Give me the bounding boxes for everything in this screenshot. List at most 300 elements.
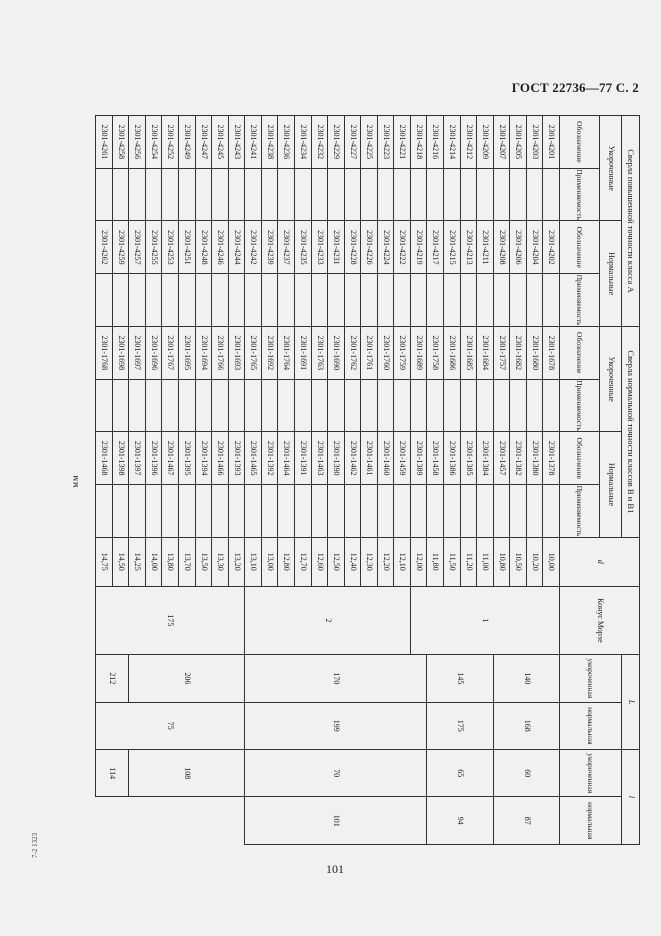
a-shortened-applicability — [96, 168, 113, 221]
b-normal-designation: 2301-1468 — [96, 432, 113, 485]
a-normal-applicability — [228, 274, 245, 327]
a-normal-designation: 2301-4219 — [410, 221, 427, 274]
a-normal-applicability — [410, 274, 427, 327]
b-normal-designation: 2301-1466 — [212, 432, 229, 485]
a-normal-designation: 2301-4235 — [295, 221, 312, 274]
a-normal-applicability — [212, 274, 229, 327]
b-shortened-applicability — [328, 379, 345, 432]
L-norm-cell: 212 — [96, 655, 129, 702]
b-normal-applicability — [410, 485, 427, 538]
b-shortened-designation: 2301-1689 — [410, 326, 427, 379]
print-footnote: 7-2 1323 — [31, 832, 39, 858]
L-norm-cell: 175 — [427, 702, 493, 749]
b-normal-applicability — [179, 485, 196, 538]
b-shortened-applicability — [361, 379, 378, 432]
b-normal-applicability — [195, 485, 212, 538]
b-shortened-designation: 2301-1759 — [394, 326, 411, 379]
a-shortened-applicability — [328, 168, 345, 221]
a-normal-designation: 2301-4226 — [361, 221, 378, 274]
l-short-cell: 70 — [245, 750, 427, 797]
diameter-cell: 10,80 — [493, 537, 510, 586]
group-b-header: Сверла нормальной точности классов В и В1 — [622, 326, 640, 537]
b-normal-applicability — [112, 485, 129, 538]
a-normal-applicability — [129, 274, 146, 327]
b-normal-designation: 2301-1394 — [195, 432, 212, 485]
a-normal-designation: 2301-4222 — [394, 221, 411, 274]
b-shortened-applicability — [543, 379, 560, 432]
b-shortened-designation: 2301-1764 — [278, 326, 295, 379]
a-normal-applicability — [195, 274, 212, 327]
a-normal-applicability — [311, 274, 328, 327]
b-normal-designation: 2301-1390 — [328, 432, 345, 485]
b-normal-applicability — [394, 485, 411, 538]
a-shortened-applicability — [361, 168, 378, 221]
diameter-cell: 12,10 — [394, 537, 411, 586]
b-normal-designation: 2301-1382 — [510, 432, 527, 485]
a-shortened-applicability — [477, 168, 494, 221]
a-shortened-applicability — [162, 168, 179, 221]
a-normal-applicability — [460, 274, 477, 327]
b-normal-applicability — [228, 485, 245, 538]
a-normal-applicability — [245, 274, 262, 327]
a-shortened-designation: 2301-4241 — [245, 116, 262, 169]
diameter-cell: 13,80 — [162, 537, 179, 586]
b-shortened-designation: 2301-1698 — [112, 326, 129, 379]
b-shortened-applicability — [112, 379, 129, 432]
a-normal-designation: 2301-4231 — [328, 221, 345, 274]
a-shortened-applicability — [460, 168, 477, 221]
a-normal-designation: 2301-4233 — [311, 221, 328, 274]
a-shortened-applicability — [493, 168, 510, 221]
b-shortened-designation: 2301-1757 — [493, 326, 510, 379]
page-number: 101 — [326, 862, 344, 876]
a-shortened-applicability — [295, 168, 312, 221]
b-shortened-applicability — [145, 379, 162, 432]
document-header: ГОСТ 22736—77 С. 2 — [511, 80, 639, 95]
b-normal-applicability — [212, 485, 229, 538]
a-normal-designation: 2301-4208 — [493, 221, 510, 274]
b-shortened-designation: 2301-1766 — [212, 326, 229, 379]
l-norm-cell: 94 — [427, 797, 493, 845]
a-shortened-applicability — [129, 168, 146, 221]
a-normal-applicability — [361, 274, 378, 327]
b-shortened-applicability — [510, 379, 527, 432]
a-shortened-applicability — [228, 168, 245, 221]
a-normal-applicability — [427, 274, 444, 327]
b-normal-designation: 2301-1385 — [460, 432, 477, 485]
b-shortened-applicability — [311, 379, 328, 432]
b-normal-designation: 2301-1389 — [410, 432, 427, 485]
a-normal-applicability — [162, 274, 179, 327]
diameter-cell: 12,60 — [311, 537, 328, 586]
a-normal-designation: 2301-4215 — [444, 221, 461, 274]
a-normal-applicability — [477, 274, 494, 327]
diameter-cell: 13,30 — [212, 537, 229, 586]
l-norm-cell: 101 — [245, 797, 427, 845]
b-normal-header: Нормальные — [600, 432, 622, 538]
a-normal-applicability — [179, 274, 196, 327]
b-normal-designation: 2301-1463 — [311, 432, 328, 485]
a-s-appl-header: Применяемость — [560, 168, 600, 221]
a-shortened-designation: 2301-4234 — [295, 116, 312, 169]
b-shortened-applicability — [410, 379, 427, 432]
a-shortened-designation: 2301-4225 — [361, 116, 378, 169]
b-normal-designation: 2301-1465 — [245, 432, 262, 485]
a-s-desig-header: Обозначение — [560, 116, 600, 169]
b-normal-designation: 2301-1462 — [344, 432, 361, 485]
a-n-appl-header: Применяемость — [560, 274, 600, 327]
a-normal-designation: 2301-4228 — [344, 221, 361, 274]
b-normal-designation: 2301-1398 — [112, 432, 129, 485]
a-shortened-designation: 2301-4218 — [410, 116, 427, 169]
a-normal-applicability — [261, 274, 278, 327]
a-normal-applicability — [493, 274, 510, 327]
b-normal-applicability — [129, 485, 146, 538]
b-shortened-applicability — [344, 379, 361, 432]
b-shortened-designation: 2301-1680 — [526, 326, 543, 379]
L-norm-cell: 199 — [245, 702, 427, 749]
b-normal-applicability — [361, 485, 378, 538]
b-shortened-applicability — [295, 379, 312, 432]
b-shortened-designation: 2301-1693 — [228, 326, 245, 379]
a-shortened-designation: 2301-4232 — [311, 116, 328, 169]
a-normal-designation: 2301-4251 — [179, 221, 196, 274]
morse-cell: 1 — [410, 586, 559, 655]
group-a-header: Сверла повышенной точности класса А — [622, 116, 640, 327]
diameter-cell: 14,25 — [129, 537, 146, 586]
a-normal-designation: 2301-4248 — [195, 221, 212, 274]
diameter-cell: 11,00 — [477, 537, 494, 586]
L-norm-header: нормальная — [560, 702, 622, 749]
a-shortened-applicability — [179, 168, 196, 221]
b-shortened-designation: 2301-1761 — [361, 326, 378, 379]
diameter-cell: 13,20 — [228, 537, 245, 586]
b-normal-applicability — [427, 485, 444, 538]
a-shortened-designation: 2301-4229 — [328, 116, 345, 169]
b-shortened-designation: 2301-1765 — [245, 326, 262, 379]
a-normal-header: Нормальные — [600, 221, 622, 326]
b-shortened-applicability — [195, 379, 212, 432]
a-normal-applicability — [543, 274, 560, 327]
a-shortened-designation: 2301-4201 — [543, 116, 560, 169]
b-shortened-designation: 2301-1768 — [96, 326, 113, 379]
a-shortened-designation: 2301-4236 — [278, 116, 295, 169]
b-shortened-designation: 2301-1686 — [444, 326, 461, 379]
b-shortened-designation: 2301-1760 — [377, 326, 394, 379]
b-normal-designation: 2301-1391 — [295, 432, 312, 485]
a-shortened-designation: 2301-4207 — [493, 116, 510, 169]
b-shortened-applicability — [394, 379, 411, 432]
b-shortened-designation: 2301-1696 — [145, 326, 162, 379]
L-norm-cell: 168 — [493, 702, 559, 749]
b-shortened-designation: 2301-1694 — [195, 326, 212, 379]
diameter-cell: 11,20 — [460, 537, 477, 586]
b-normal-applicability — [278, 485, 295, 538]
b-normal-designation: 2301-1467 — [162, 432, 179, 485]
b-normal-designation: 2301-1460 — [377, 432, 394, 485]
diameter-cell: 14,50 — [112, 537, 129, 586]
a-shortened-applicability — [344, 168, 361, 221]
diameter-cell: 14,75 — [96, 537, 113, 586]
a-shortened-designation: 2301-4227 — [344, 116, 361, 169]
table-row — [543, 116, 560, 845]
b-shortened-applicability — [444, 379, 461, 432]
rotated-table-wrapper — [95, 115, 640, 845]
L-short-cell: 140 — [493, 655, 559, 702]
l-short-cell: 60 — [493, 750, 559, 797]
b-shortened-designation: 2301-1691 — [295, 326, 312, 379]
b-normal-designation: 2301-1397 — [129, 432, 146, 485]
b-shortened-applicability — [179, 379, 196, 432]
a-shortened-applicability — [427, 168, 444, 221]
a-shortened-designation: 2301-4245 — [212, 116, 229, 169]
l-norm-cell: 108 — [129, 750, 245, 797]
a-shortened-applicability — [195, 168, 212, 221]
b-normal-designation: 2301-1464 — [278, 432, 295, 485]
a-shortened-designation: 2301-4221 — [394, 116, 411, 169]
b-normal-designation: 2301-1458 — [427, 432, 444, 485]
b-normal-applicability — [96, 485, 113, 538]
a-shortened-designation: 2301-4223 — [377, 116, 394, 169]
L-short-header: укороченная — [560, 655, 622, 702]
l-norm-header: нормальная — [560, 797, 622, 845]
a-normal-designation: 2301-4242 — [245, 221, 262, 274]
b-normal-designation: 2301-1396 — [145, 432, 162, 485]
a-shortened-designation: 2301-4216 — [427, 116, 444, 169]
b-shortened-applicability — [261, 379, 278, 432]
diameter-cell: 13,50 — [195, 537, 212, 586]
a-normal-applicability — [377, 274, 394, 327]
a-shortened-applicability — [311, 168, 328, 221]
a-n-desig-header: Обозначение — [560, 221, 600, 274]
b-normal-applicability — [311, 485, 328, 538]
b-normal-designation: 2301-1392 — [261, 432, 278, 485]
a-shortened-applicability — [410, 168, 427, 221]
b-normal-applicability — [245, 485, 262, 538]
diameter-cell: 12,50 — [328, 537, 345, 586]
a-shortened-applicability — [112, 168, 129, 221]
unit-label: мм — [70, 474, 80, 488]
b-n-desig-header: Обозначение — [560, 432, 600, 485]
a-shortened-designation: 2301-4205 — [510, 116, 527, 169]
b-shortened-designation: 2301-1763 — [311, 326, 328, 379]
diameter-cell: 13,00 — [261, 537, 278, 586]
b-shortened-designation: 2301-1682 — [510, 326, 527, 379]
diameter-cell: 10,20 — [526, 537, 543, 586]
b-normal-designation: 2301-1384 — [477, 432, 494, 485]
a-shortened-header: Укороченные — [600, 116, 622, 221]
b-normal-applicability — [460, 485, 477, 538]
b-normal-designation: 2301-1459 — [394, 432, 411, 485]
b-shortened-applicability — [162, 379, 179, 432]
diameter-cell: 13,10 — [245, 537, 262, 586]
b-normal-applicability — [162, 485, 179, 538]
diameter-cell: 12,20 — [377, 537, 394, 586]
drill-table — [95, 115, 640, 845]
a-shortened-applicability — [278, 168, 295, 221]
b-normal-applicability — [344, 485, 361, 538]
b-normal-designation: 2301-1378 — [543, 432, 560, 485]
a-normal-designation: 2301-4213 — [460, 221, 477, 274]
diameter-cell: 10,00 — [543, 537, 560, 586]
a-shortened-applicability — [377, 168, 394, 221]
a-normal-applicability — [295, 274, 312, 327]
b-shortened-applicability — [245, 379, 262, 432]
l-norm-cell: 114 — [96, 750, 129, 797]
b-shortened-designation: 2301-1762 — [344, 326, 361, 379]
a-shortened-designation: 2301-4247 — [195, 116, 212, 169]
table-body — [96, 116, 560, 845]
table-row — [228, 116, 245, 845]
b-shortened-applicability — [129, 379, 146, 432]
b-shortened-applicability — [278, 379, 295, 432]
L-short-cell: 145 — [427, 655, 493, 702]
a-normal-designation: 2301-4202 — [543, 221, 560, 274]
a-normal-designation: 2301-4239 — [261, 221, 278, 274]
a-normal-designation: 2301-4257 — [129, 221, 146, 274]
a-shortened-designation: 2301-4238 — [261, 116, 278, 169]
b-shortened-designation: 2301-1684 — [477, 326, 494, 379]
table-row — [477, 116, 494, 845]
a-shortened-applicability — [261, 168, 278, 221]
b-shortened-applicability — [477, 379, 494, 432]
a-normal-applicability — [112, 274, 129, 327]
a-shortened-applicability — [510, 168, 527, 221]
a-shortened-applicability — [245, 168, 262, 221]
a-shortened-designation: 2301-4252 — [162, 116, 179, 169]
diameter-cell: 11,80 — [427, 537, 444, 586]
b-shortened-applicability — [228, 379, 245, 432]
a-shortened-designation: 2301-4256 — [129, 116, 146, 169]
l-short-cell: 75 — [96, 702, 245, 749]
b-shortened-applicability — [377, 379, 394, 432]
b-shortened-designation: 2301-1758 — [427, 326, 444, 379]
a-normal-applicability — [526, 274, 543, 327]
a-shortened-designation: 2301-4209 — [477, 116, 494, 169]
diameter-cell: 12,70 — [295, 537, 312, 586]
b-normal-designation: 2301-1393 — [228, 432, 245, 485]
diameter-cell: 13,70 — [179, 537, 196, 586]
b-shortened-applicability — [212, 379, 229, 432]
morse-cell: 2 — [245, 586, 411, 655]
b-shortened-designation: 2301-1692 — [261, 326, 278, 379]
b-s-desig-header: Обозначение — [560, 326, 600, 379]
l-header: l — [622, 750, 640, 845]
b-normal-designation: 2301-1395 — [179, 432, 196, 485]
b-shortened-designation: 2301-1767 — [162, 326, 179, 379]
b-normal-applicability — [261, 485, 278, 538]
L-header: L — [622, 655, 640, 750]
b-normal-applicability — [377, 485, 394, 538]
a-normal-designation: 2301-4246 — [212, 221, 229, 274]
b-normal-applicability — [510, 485, 527, 538]
b-normal-designation: 2301-1457 — [493, 432, 510, 485]
a-shortened-applicability — [212, 168, 229, 221]
l-short-header: укороченная — [560, 750, 622, 797]
b-normal-applicability — [444, 485, 461, 538]
l-short-cell: 65 — [427, 750, 493, 797]
a-normal-designation: 2301-4259 — [112, 221, 129, 274]
d-header: d — [560, 537, 640, 586]
b-normal-designation: 2301-1461 — [361, 432, 378, 485]
b-normal-applicability — [543, 485, 560, 538]
a-shortened-applicability — [444, 168, 461, 221]
a-normal-applicability — [394, 274, 411, 327]
l-norm-cell: 87 — [493, 797, 559, 845]
morse-header: Конус Морзе — [560, 586, 640, 655]
diameter-cell: 12,00 — [410, 537, 427, 586]
b-normal-applicability — [145, 485, 162, 538]
diameter-cell: 14,00 — [145, 537, 162, 586]
a-normal-applicability — [328, 274, 345, 327]
a-shortened-designation: 2301-4214 — [444, 116, 461, 169]
diameter-cell: 12,30 — [361, 537, 378, 586]
b-shortened-applicability — [493, 379, 510, 432]
b-shortened-designation: 2301-1690 — [328, 326, 345, 379]
diameter-cell: 10,50 — [510, 537, 527, 586]
a-normal-designation: 2301-4224 — [377, 221, 394, 274]
b-shortened-designation: 2301-1695 — [179, 326, 196, 379]
b-normal-applicability — [477, 485, 494, 538]
b-shortened-designation: 2301-1697 — [129, 326, 146, 379]
L-short-cell: 175 — [96, 586, 245, 655]
a-normal-applicability — [510, 274, 527, 327]
diameter-cell: 12,80 — [278, 537, 295, 586]
diameter-cell: 12,40 — [344, 537, 361, 586]
a-shortened-designation: 2301-4249 — [179, 116, 196, 169]
b-shortened-header: Укороченные — [600, 326, 622, 431]
a-normal-applicability — [278, 274, 295, 327]
a-normal-designation: 2301-4244 — [228, 221, 245, 274]
a-shortened-applicability — [526, 168, 543, 221]
b-shortened-applicability — [427, 379, 444, 432]
a-shortened-applicability — [394, 168, 411, 221]
a-shortened-designation: 2301-4261 — [96, 116, 113, 169]
a-shortened-designation: 2301-4254 — [145, 116, 162, 169]
a-normal-designation: 2301-4217 — [427, 221, 444, 274]
a-shortened-applicability — [145, 168, 162, 221]
a-shortened-applicability — [543, 168, 560, 221]
b-shortened-designation: 2301-1685 — [460, 326, 477, 379]
b-normal-designation: 2301-1386 — [444, 432, 461, 485]
a-shortened-designation: 2301-4212 — [460, 116, 477, 169]
b-s-appl-header: Применяемость — [560, 379, 600, 432]
a-shortened-designation: 2301-4243 — [228, 116, 245, 169]
a-normal-applicability — [145, 274, 162, 327]
a-normal-designation: 2301-4204 — [526, 221, 543, 274]
a-shortened-designation: 2301-4203 — [526, 116, 543, 169]
a-normal-designation: 2301-4211 — [477, 221, 494, 274]
a-shortened-designation: 2301-4258 — [112, 116, 129, 169]
b-shortened-designation: 2301-1678 — [543, 326, 560, 379]
b-normal-applicability — [328, 485, 345, 538]
a-normal-applicability — [344, 274, 361, 327]
a-normal-designation: 2301-4237 — [278, 221, 295, 274]
b-shortened-applicability — [526, 379, 543, 432]
b-shortened-applicability — [96, 379, 113, 432]
b-normal-applicability — [493, 485, 510, 538]
b-normal-applicability — [295, 485, 312, 538]
b-shortened-applicability — [460, 379, 477, 432]
a-normal-designation: 2301-4253 — [162, 221, 179, 274]
L-norm-cell: 206 — [129, 655, 245, 702]
table-row — [410, 116, 427, 845]
a-normal-applicability — [96, 274, 113, 327]
b-normal-designation: 2301-1380 — [526, 432, 543, 485]
a-normal-designation: 2301-4255 — [145, 221, 162, 274]
a-normal-applicability — [444, 274, 461, 327]
b-n-appl-header: Применяемость — [560, 485, 600, 538]
